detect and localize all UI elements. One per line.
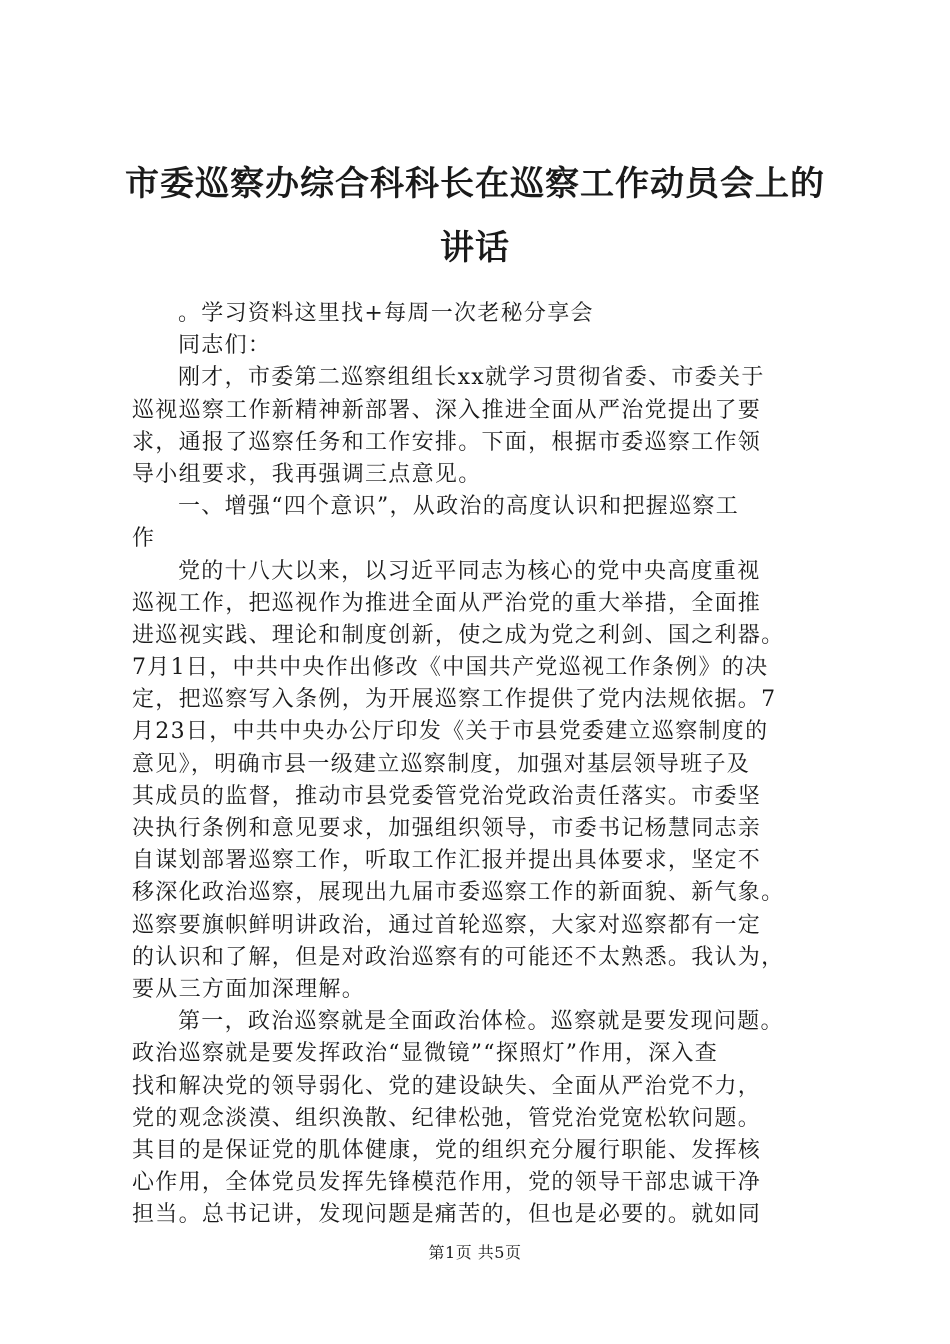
body-line: 移深化政治巡察，展现出九届市委巡察工作的新面貌、新气象。	[132, 880, 785, 906]
body-line: 心作用，全体党员发挥先锋模范作用，党的领导干部忠诚干净	[132, 1170, 762, 1196]
document-title-line-1: 市委巡察办综合科科长在巡察工作动员会上的	[125, 164, 825, 204]
body-line: 意见》，明确市县一级建立巡察制度，加强对基层领导班子及	[132, 751, 751, 777]
document-body	[132, 298, 837, 1231]
body-line: 担当。总书记讲，发现问题是痛苦的，但也是必要的。就如同	[132, 1202, 762, 1228]
body-line: 政治巡察就是要发挥政治“显微镜”“探照灯”作用，深入查	[132, 1041, 719, 1067]
body-line: 巡视工作，把巡视作为推进全面从严治党的重大举措，全面推	[132, 590, 762, 616]
section-heading-line: 作	[132, 526, 156, 552]
body-line: 求，通报了巡察任务和工作安排。下面，根据市委巡察工作领	[132, 429, 762, 455]
page-footer: 第1页 共5页	[428, 1243, 522, 1262]
body-line: 自谋划部署巡察工作，听取工作汇报并提出具体要求，坚定不	[132, 848, 762, 874]
body-line: 同志们：	[178, 333, 272, 359]
body-line: 第一，政治巡察就是全面政治体检。巡察就是要发现问题。	[178, 1009, 784, 1035]
body-line: 决执行条例和意见要求，加强组织领导，市委书记杨慧同志亲	[132, 816, 762, 841]
body-line: 导小组要求，我再强调三点意见。	[132, 461, 482, 487]
body-line: 要从三方面加深理解。	[132, 976, 366, 1002]
body-line: 。学习资料这里找+每周一次老秘分享会	[178, 301, 594, 326]
body-line: 的认识和了解，但是对政治巡察有的可能还不太熟悉。我认为，	[132, 944, 785, 970]
body-line: 定，把巡察写入条例，为开展巡察工作提供了党内法规依据。7	[132, 687, 777, 713]
body-line: 党的观念淡漠、组织涣散、纪律松弛，管党治党宽松软问题。	[132, 1105, 762, 1131]
body-line: 进巡视实践、理论和制度创新，使之成为党之利剑、国之利器。	[132, 622, 785, 648]
document-title-line-2: 讲话	[440, 228, 510, 268]
body-line: 月23日，中共中央办公厅印发《关于市县党委建立巡察制度的	[132, 719, 769, 745]
body-line: 7月1日，中共中央作出修改《中国共产党巡视工作条例》的决	[132, 655, 769, 681]
body-line: 巡察要旗帜鲜明讲政治，通过首轮巡察，大家对巡察都有一定	[132, 912, 762, 938]
section-heading-line: 一、增强“四个意识”，从政治的高度认识和把握巡察工	[178, 494, 739, 520]
body-line: 其成员的监督，推动市县党委管党治党政治责任落实。市委坚	[132, 783, 762, 809]
body-line: 其目的是保证党的肌体健康，党的组织充分履行职能、发挥核	[132, 1137, 762, 1163]
body-line: 巡视巡察工作新精神新部署、深入推进全面从严治党提出了要	[132, 397, 762, 423]
body-line: 刚才，市委第二巡察组组长xx就学习贯彻省委、市委关于	[178, 365, 765, 391]
body-line: 党的十八大以来，以习近平同志为核心的党中央高度重视	[178, 558, 761, 584]
body-line: 找和解决党的领导弱化、党的建设缺失、全面从严治党不力，	[132, 1073, 762, 1099]
